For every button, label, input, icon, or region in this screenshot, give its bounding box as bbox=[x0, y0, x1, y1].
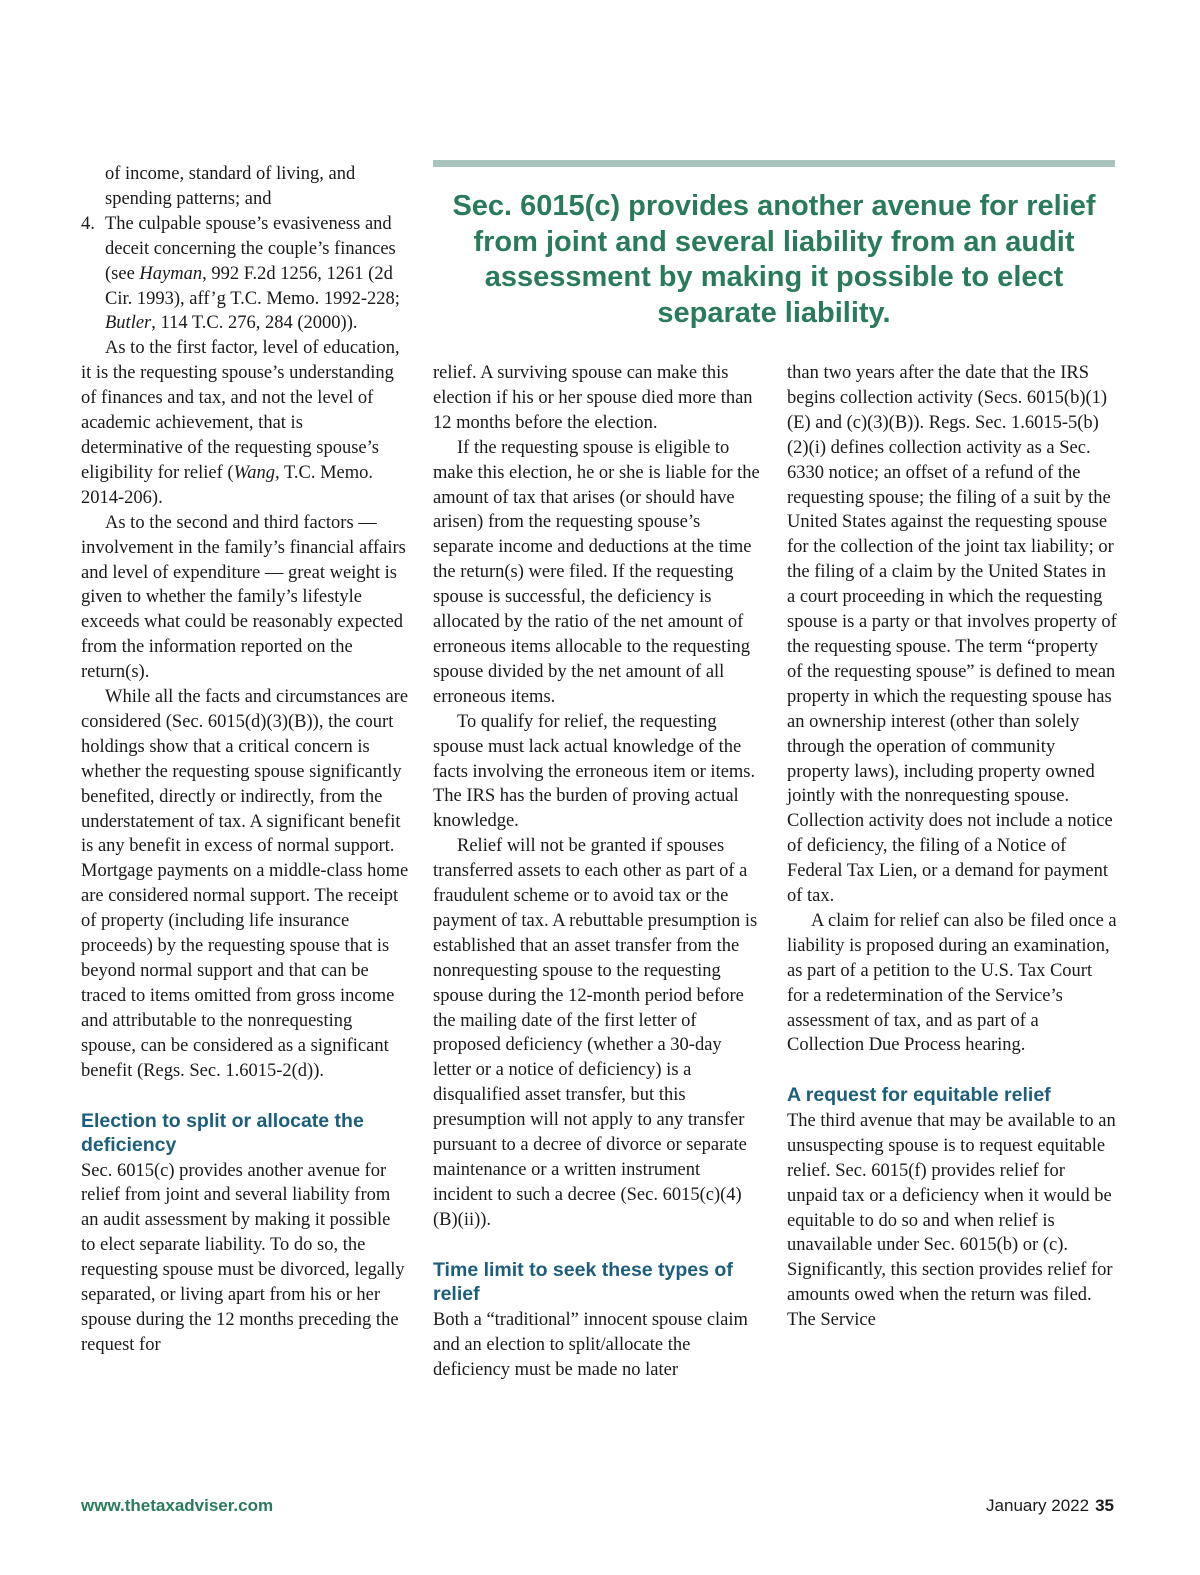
paragraph: relief. A surviving spouse can make this election if his or her spouse died more than 12 months before the election. bbox=[433, 363, 753, 433]
column-middle bbox=[433, 361, 763, 1382]
paragraph: If the requesting spouse is eligible to make this election, he or she is liable for the amount of tax that arises (or should have arisen) from the requesting spouse’s separate income and deductions at the time the return(s) were filed. If the requesting spouse is successful, the deficiency is allocated by the ratio of the net amount of erroneous items allocable to the requesting spouse divided by the net amount of all erroneous items. bbox=[433, 437, 760, 707]
paragraph: Sec. 6015(c) provides another avenue for relief from joint and several liability from an audit assessment by making it possible to elect separate liability. To do so, the requesting spouse must be divorced, legally separated, or living apart from his or her spouse during the 12 months preceding the request for bbox=[81, 1160, 405, 1355]
paragraph: As to the first factor, level of education, it is the requesting spouse’s understanding of finances and tax, and not the level of academic achievement, that is determinative of the requesting spouse’s eligibility for relief (Wang, T.C. Memo. 2014-206). bbox=[81, 338, 400, 508]
column-right bbox=[787, 361, 1117, 1333]
list-continuation: of income, standard of living, and spending patterns; and bbox=[105, 164, 356, 209]
paragraph: than two years after the date that the IRS begins collection activity (Secs. 6015(b)(1)(E) and (c)(3)(B)). Regs. Sec. 1.6015-5(b)(2)(i) defines collection activity as a Sec. 6330 notice; an offset of a refund of the requesting spouse; the filing of a suit by the United States against the requesting spouse for the collection of the joint tax liability; or the filing of a claim by the United States in a court proceeding in which the requesting spouse is a party or that involves property of the requesting spouse. The term “property of the requesting spouse” is defined to mean property in which the requesting spouse has an ownership interest (other than solely through the operation of community property laws), including property owned jointly with the nonrequesting spouse. Collection activity does not include a notice of deficiency, the filing of a Notice of Federal Tax Lien, or a demand for payment of tax. bbox=[787, 363, 1117, 907]
paragraph: The third avenue that may be available to an unsuspecting spouse is to request equitable relief. Sec. 6015(f) provides relief for unpaid tax or a deficiency when it would be equitable to do so and when relief is unavailable under Sec. 6015(b) or (c). Significantly, this section provides relief for amounts owed when the return was filed. The Service bbox=[787, 1110, 1116, 1331]
section-heading: A request for equitable relief bbox=[787, 1084, 1051, 1107]
factor-list bbox=[81, 212, 409, 337]
page-number: 35 bbox=[1095, 1496, 1114, 1515]
footer-date: January 2022 bbox=[986, 1496, 1090, 1515]
pull-quote-rule bbox=[433, 160, 1115, 167]
section-heading: Time limit to seek these types of relief bbox=[433, 1258, 733, 1306]
paragraph: While all the facts and circumstances are considered (Sec. 6015(d)(3)(B)), the court holdings show that a critical concern is whether the requesting spouse significantly benefited, directly or indirectly, from the understatement of tax. A significant benefit is any benefit in excess of normal support. Mortgage payments on a middle-class home are considered normal support. The receipt of property (including life insurance proceeds) by the requesting spouse that is beyond normal support and that can be traced to items omitted from gross income and attributable to the nonrequesting spouse, can be considered as a significant benefit (Regs. Sec. 1.6015-2(d)). bbox=[81, 687, 409, 1081]
paragraph: To qualify for relief, the requesting spouse must lack actual knowledge of the facts involving the erroneous item or items. The IRS has the burden of proving actual knowledge. bbox=[433, 711, 756, 832]
case-name: Butler bbox=[105, 313, 152, 334]
paragraph: Relief will not be granted if spouses transferred assets to each other as part of a fraudulent scheme or to avoid tax or the payment of tax. A rebuttable presumption is established that an asset transfer from the nonrequesting spouse to the requesting spouse during the 12-month period before the mailing date of the first letter of proposed deficiency (whether a 30-day letter or a notice of deficiency) is a disqualified asset transfer, but this presumption will not apply to any transfer pursuant to a decree of divorce or separate maintenance or a written instrument incident to such a decree (Sec. 6015(c)(4)(B)(ii)). bbox=[433, 836, 758, 1230]
column-left bbox=[81, 162, 409, 1358]
case-name: Wang bbox=[233, 462, 276, 483]
list-item: 4. The culpable spouse’s evasiveness and deceit concerning the couple’s finances (see Hayman, 992 F.2d 1256, 1261 (2d Cir. 1993), aff’g T.C. Memo. 1992-228; Butler, 114 T.C. 276, 284 (2000)). bbox=[81, 213, 400, 334]
paragraph: Both a “traditional” innocent spouse claim and an election to split/allocate the deficiency must be made no later bbox=[433, 1309, 748, 1380]
case-name: Hayman bbox=[139, 263, 203, 284]
paragraph: As to the second and third factors — involvement in the family’s financial affairs and level of expenditure — great weight is given to whether the family’s lifestyle exceeds what could be reasonably expected from the information reported on the return(s). bbox=[81, 512, 406, 683]
pull-quote: Sec. 6015(c) provides another avenue for relief from joint and several liability from an audit assessment by making it possible to elect separate liability. bbox=[452, 190, 1096, 329]
section-heading: Election to split or allocate the deficiency bbox=[81, 1109, 364, 1157]
footer-issue bbox=[986, 1496, 1114, 1516]
list-number: 4. bbox=[81, 213, 95, 234]
footer-url-link[interactable]: www.thetaxadviser.com bbox=[81, 1496, 274, 1515]
paragraph: A claim for relief can also be filed once a liability is proposed during an examination, as part of a petition to the U.S. Tax Court for a redetermination of the Service’s assessment of tax, and as part of a Collection Due Process hearing. bbox=[787, 910, 1117, 1056]
